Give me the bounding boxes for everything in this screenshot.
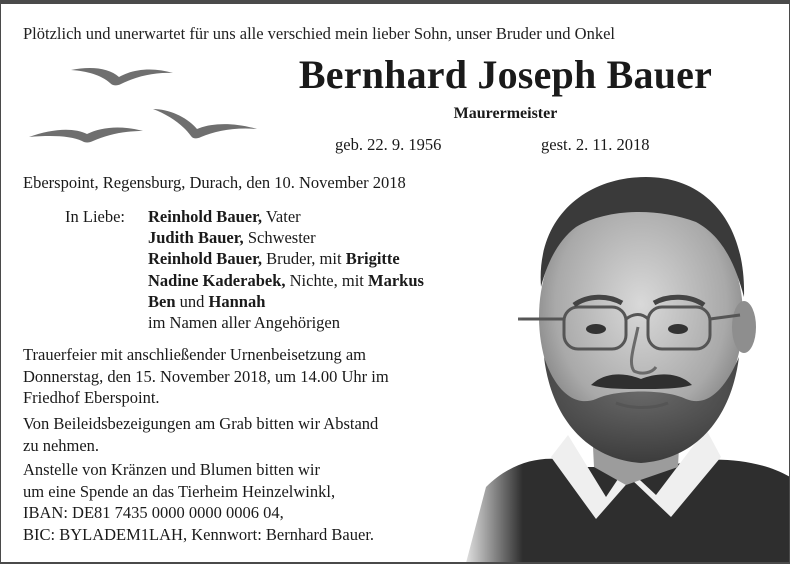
seagulls-icon [21, 57, 266, 157]
paragraph-line: Trauerfeier mit anschließender Urnenbeisetzung am [23, 345, 367, 364]
mourner-line [148, 227, 508, 248]
paragraph-line: Donnerstag, den 15. November 2018, um 14.00 Uhr im [23, 366, 389, 386]
mourner-partner: Brigitte [345, 249, 400, 269]
mourner-relation: Bruder, mit [262, 249, 346, 269]
mourner-partner: Markus [368, 270, 424, 290]
seagull-1 [71, 68, 173, 85]
birth-date: geb. 22. 9. 1956 [335, 135, 442, 154]
portrait-photo [456, 167, 790, 563]
deceased-name: Bernhard Joseph Bauer [298, 52, 713, 97]
mourner-line [148, 270, 508, 291]
mourner-relation: Vater [262, 207, 301, 226]
place-and-date: Eberspoint, Regensburg, Durach, den 10. November 2018 [23, 173, 406, 192]
mourner-line [148, 291, 508, 312]
mourner-relation: Nichte, mit [285, 270, 368, 290]
paragraph-line: IBAN: DE81 7435 0000 0000 0006 04, [23, 503, 284, 522]
paragraph-line: Friedhof Eberspoint. [23, 388, 160, 407]
mourner-name: Nadine Kaderabek, [148, 270, 286, 290]
condolences-paragraph [23, 413, 483, 456]
mourner-relation: Schwester [243, 228, 316, 248]
seagull-3 [29, 127, 143, 142]
paragraph-line: Von Beileidsbezeigungen am Grab bitten wir Abstand [23, 414, 379, 433]
intro-text: Plötzlich und unerwartet für uns alle verschied mein lieber Sohn, unser Bruder und Onkel [23, 24, 616, 43]
occupation: Maurermeister [453, 105, 558, 122]
donation-paragraph [23, 459, 483, 545]
mourners-lead: In Liebe: [65, 207, 126, 226]
top-border [1, 1, 790, 4]
fade-overlay [456, 167, 790, 563]
mourner-name: Reinhold Bauer, [148, 249, 263, 269]
funeral-paragraph [23, 344, 483, 409]
paragraph-line: zu nehmen. [23, 435, 100, 455]
death-date: gest. 2. 11. 2018 [541, 135, 650, 154]
mourner-name: Judith Bauer, [148, 228, 244, 248]
paragraph-line: um eine Spende an das Tierheim Heinzelwinkl, [23, 481, 336, 501]
mourner-name: Hannah [208, 291, 266, 311]
paragraph-line: Anstelle von Kränzen und Blumen bitten wir [23, 460, 320, 479]
mourner-line [148, 312, 508, 333]
mourner-line [148, 248, 508, 269]
paragraph-line: BIC: BYLADEM1LAH, Kennwort: Bernhard Bauer. [23, 524, 375, 544]
mourner-name: Reinhold Bauer, [148, 207, 263, 226]
mourners-list [148, 206, 508, 333]
mourner-name: Ben [148, 291, 176, 311]
mourners-closing: im Namen aller Angehörigen [148, 313, 340, 333]
mourner-line [148, 206, 508, 227]
seagull-2 [153, 109, 257, 138]
mourner-connector: und [175, 291, 209, 311]
